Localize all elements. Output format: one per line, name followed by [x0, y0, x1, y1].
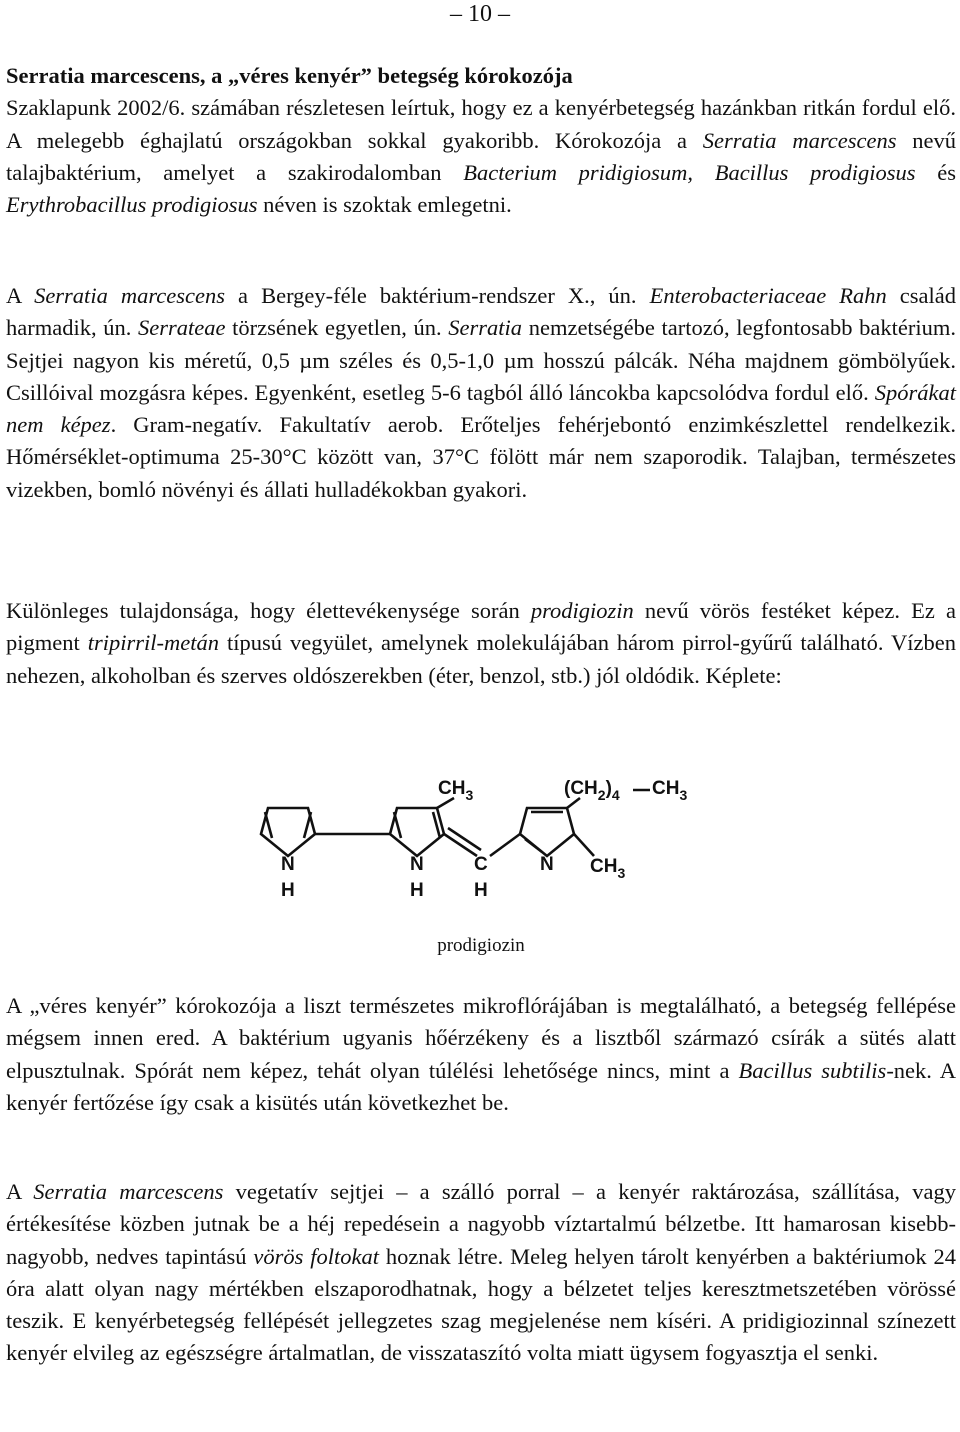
- double-bond: [304, 812, 311, 838]
- text-run: család harmadik, ún.: [6, 283, 956, 341]
- methyl-label: $CH_3$: [438, 778, 474, 803]
- document-page: [6, 0, 956, 1432]
- double-bond: [265, 812, 272, 838]
- hydrogen-label: H: [410, 880, 424, 901]
- formula-caption: prodigiozin: [437, 935, 525, 956]
- text-run: . Gram-negatív. Fakultatív aerob. Erőteljes fehérjebontó enzimkészlettel rendelkezik. Hőmérséklet-optimuma 25-30°C között van, 37°C fölött már nem szaporodik. Talajban, természetes vizekben, bomló növényi és állati hulladékokban gyakori.: [6, 412, 956, 502]
- methyl-label: $CH_3$: [590, 856, 626, 881]
- text-run: -nek. A kenyér fertőzése így csak a kisütés után következhet be.: [6, 1057, 956, 1115]
- single-bond: [574, 834, 594, 856]
- paragraph-contamination: [6, 990, 956, 1119]
- alkyl-chain-label: $(CH_2)_4$: [564, 778, 620, 803]
- text-run: néven is szoktak emlegetni.: [257, 192, 512, 218]
- text-run: a Bergey-féle baktérium-rendszer X., ún.: [225, 283, 650, 308]
- single-bond: [437, 798, 454, 808]
- emphasis-text: vörös foltokat: [253, 1243, 379, 1269]
- species-name: Bacillus subtilis: [738, 1057, 887, 1083]
- text-run: A: [6, 283, 35, 308]
- hydrogen-label: H: [281, 880, 295, 901]
- page-number: – 10 –: [450, 1, 510, 27]
- species-name: Erythrobacillus prodigiosus: [6, 192, 258, 218]
- species-name: Serratia marcescens: [702, 127, 897, 153]
- taxon-name: Enterobacteriaceae Rahn: [649, 283, 887, 308]
- emphasis-text: Spórákat nem képez: [6, 379, 956, 438]
- text-run: törzsének egyetlen, ún.: [225, 315, 449, 341]
- emphasis-text: tripirril-metán: [87, 630, 219, 656]
- species-name: Serratia marcescens: [34, 283, 225, 308]
- text-run: A „véres kenyér” kórokozója a liszt természetes mikroflórájában is megtalálható, a betegség fellépése mégsem innen ered. A baktérium ugyanis hőérzékeny és a lisztből származó csírák a sütés alatt elpusztulnak. Spórát nem képez, tehát olyan túlélési lehetősége nincs, mint a: [6, 993, 956, 1083]
- text-run: Különleges tulajdonsága, hogy élettevékenysége során: [6, 598, 531, 623]
- single-bond: [490, 834, 520, 856]
- hydrogen-label: H: [474, 880, 488, 901]
- species-name: Bacterium pridigiosum, Bacillus prodigiosus: [463, 159, 916, 185]
- text-run: hoznak létre. Meleg helyen tárolt kenyérben a baktériumok 24 óra alatt olyan nagy mértékben elszaporodhatnak, hogy a bélzetet teljes keresztmetszetében vörössé teszik. E kenyérbetegség fellépését jellegzetes szag megjelenése nem kíséri. A pridigiozinnal színezett kenyér elvileg az egészségre ártalmatlan, de visszataszító volta miatt ügysem fogyasztja el senki.: [6, 1243, 956, 1366]
- paragraph-pigment: [6, 595, 956, 692]
- text-run: és: [915, 159, 956, 185]
- methyl-label: $CH_3$: [652, 778, 688, 803]
- double-bond: [394, 812, 401, 838]
- pyrrole-ring-3: [520, 808, 574, 856]
- taxon-name: Serrateae: [138, 315, 226, 341]
- carbon-label: C: [474, 854, 488, 875]
- double-bond: [525, 839, 542, 852]
- text-run: vegetatív sejtjei – a szálló porral – a kenyér raktározása, szállítása, vagy értékesítése közben jutnak be a héj repedésein a nagyobb víztartalmú bélzetbe. Itt hamarosan kisebb-nagyobb, nedves tapintású: [6, 1179, 956, 1269]
- single-bond: [567, 798, 580, 808]
- text-run: A: [6, 1179, 34, 1204]
- text-run: nevű vörös festéket képez. Ez a pigment: [6, 598, 957, 656]
- prodigiosin-structural-formula: [6, 764, 956, 904]
- nitrogen-label: N: [281, 854, 295, 875]
- paragraph-intro: [6, 60, 956, 221]
- section-heading: Serratia marcescens, a „véres kenyér” betegség kórokozója: [6, 63, 573, 88]
- text-run: nemzetségébe tartozó, legfontosabb baktérium. Sejtjei nagyon kis méretű, 0,5 µm széles és 0,5-1,0 µm hosszú pálcák. Néha majdnem gömbölyűek. Csillóival mozgásra képes. Egyenként, esetleg 5-6 tagból álló láncokba kapcsolódva fordul elő.: [6, 315, 957, 405]
- nitrogen-label: N: [410, 854, 424, 875]
- nitrogen-label: N: [540, 854, 554, 875]
- emphasis-text: prodigiozin: [530, 598, 634, 623]
- text-run: típusú vegyület, amelynek molekulájában három pirrol-gyűrű található. Vízben nehezen, alkoholban és szerves oldószerekben (éter, benzol, stb.) jól oldódik. Képlete:: [6, 630, 956, 688]
- paragraph-taxonomy: [6, 280, 956, 506]
- taxon-name: Serratia: [448, 315, 523, 341]
- text-run: nevű talajbaktérium, amelyet a szakirodalomban: [6, 127, 956, 185]
- text-run: Szaklapunk 2002/6. számában részletesen leírtuk, hogy ez a kenyérbetegség hazánkban ritkán fordul elő. A melegebb éghajlatú országokban sokkal gyakoribb. Kórokozója a: [6, 95, 956, 153]
- species-name: Serratia marcescens: [33, 1179, 224, 1204]
- paragraph-spread: [6, 1176, 956, 1370]
